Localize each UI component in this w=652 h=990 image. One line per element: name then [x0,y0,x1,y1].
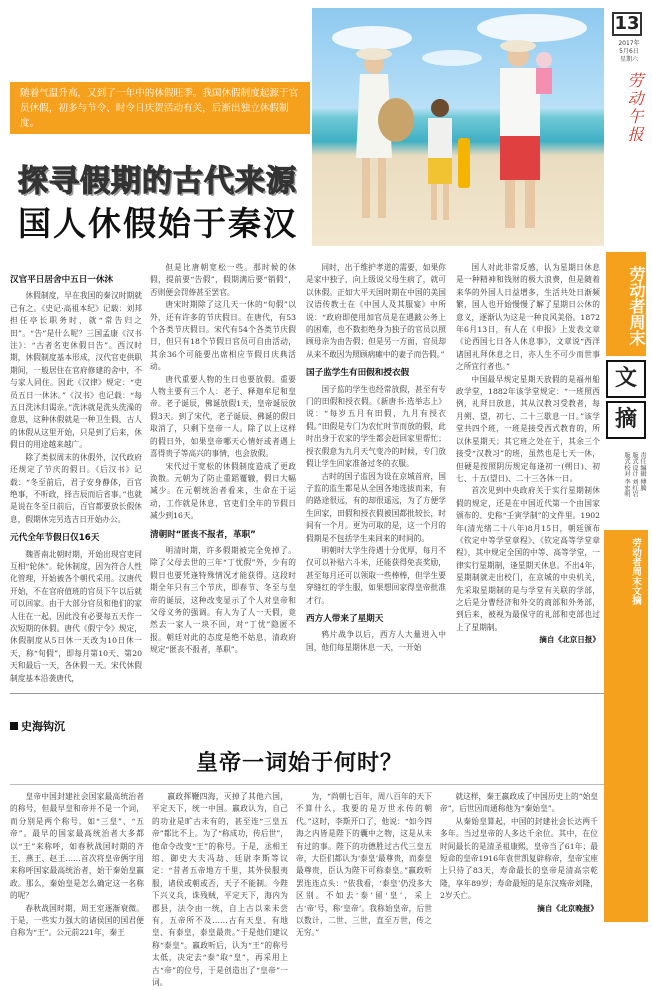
article1-column-4 [456,262,600,686]
subheading: 元代全年节假日仅16天 [10,533,100,544]
article2-column-3 [296,791,432,938]
subheading: 国子监学生有田假和授衣假 [306,368,410,379]
paragraph: 唐代重要人物的生日也要放假。重要人物主要有三个人：老子、释迦牟尼和皇帝。老子诞辰，佛诞放假1天，皇帝诞辰放假3天。到了宋代，老子诞辰、佛诞的假日取消了，只剩下皇帝一人。除了以上这样的假日外，如果皇帝哪天心情好或者遇上喜得贵子等高兴的事情，也会放假。 [150,374,296,459]
credit-proofreader: 版式校对 李宏明 [623,452,630,498]
section-name: 劳动者周末 [606,252,646,356]
issue-date [612,40,646,64]
headline-emperor: 皇帝一词始于何时？ [196,751,404,776]
editor-credits [608,452,646,516]
paragraph: 从秦始皇算起，中国的封建社会长达两千多年。当过皇帝的人多达千余位。其中，在位时间最长的是清圣祖康熙，皇帝当了61年；最短命的皇帝1916年袁世凯复辟称帝，皇帝宝座上只待了83天，寿命最长的皇帝是清高宗乾隆，享年89岁；寿命最短的是东汉殇帝刘隆，2岁夭亡。 [440,816,598,901]
paragraph: 魏晋南北朝时期，开始出现官吏同互相“轮休”。轮休制度，因为符合人性化管理，开始被各个朝代采用。汉唐代开始，不在官府值班的官员下午以后就可以回家。由于大部分官员和他们的家人住在一起，因此没有必要每五天作一次短期的休假。唐代《假宁令》规定，休假制度从5日休一天改为10日休一天，称“旬假”，即每月第10天、第20天和最后一天，各休假一天。宋代休假制度基本沿袭唐代， [10,549,142,683]
subheading: 西方人带来了星期天 [306,613,384,624]
paragraph: 唐宋时期除了这几天一休的“旬假”以外，还有许多的节庆假日。在唐代，有53个各类节庆假日。宋代有54个各类节庆假日，但只有18个节假日官员可自由活动，其余36个可能要出席相应节假日庆典活动。 [150,300,296,372]
subheading: 汉官平日居舍中五日一休沐 [10,275,114,285]
page-number: 13 [612,12,642,36]
paragraph: 皇帝中国封建社会国家最高统治者的称号，但最早皇和帝并不是一个词，而分别是两个称号，如“三皇”、“五帝”。最早的国家最高统治者大多都以“王”来称呼，如春秋战国时期的齐王、燕王、赵王……首次将皇帝俩字用来称呼国家最高统治者，始于秦始皇嬴政。那么，秦始皇是怎么确定这一名称的呢？ [10,792,144,901]
credit-editor: 责任编辑 傅腾 [639,452,646,492]
square-bullet-icon [10,722,18,730]
article2-column-4 [440,791,598,925]
headline-main: 国人休假始于秦汉 [18,204,298,243]
beach-illustration [312,8,604,246]
subheading: 清朝时“匿丧不报者，革职” [150,529,256,540]
section-side-strip: 劳动者周末文摘 [604,530,648,922]
paragraph: 首次见到中央政府关于实行星期制休假的规定，还是在中国近代第一个由国家颁布的、史称“壬寅学制”的文件里。1902年(清光绪二十八年)8月15日，朝廷颁布《钦定中等学堂章程》、《钦定高等学堂章程》，其中规定全国的中等、高等学堂，一律实行星期制，逢星期天休息。不出4年，星期制就走出校门，在京城的中央机关，先采取星期制的是与学堂有关联的学部，之后是分曹经济和外交的商部和外务部，到后来，被视为最保守的礼部和吏部也过上了星期制。 [456,486,600,632]
section-divider [10,693,604,694]
paragraph: 明清时期，许多假期被完全免掉了。除了父母去世的三年“丁忧假”外，少有的假日也要凭逢特殊情况才能获得。这段时期全年只有三个节庆，即春节、冬至与皇帝的诞辰，这种改变显示了个人对皇帝和父母义务的强调。有人为了人一天假，竟然去一家人一块不回，对“丁忧”隐匿不报。朝廷对此的态度是绝不姑息，清政府规定“匿丧不报者，革职”。 [150,545,296,655]
headline-kicker: 探寻假期的古代来源 [18,164,297,199]
paragraph: 鸦片战争以后，西方人大量进入中国，他们每星期休息一天，一开始 [306,630,446,652]
date-weekday: 星期六 [619,56,638,63]
paragraph: 明朝时大学生待遇十分优厚，每月不仅可以补贴六斗米，还能获得免丧奖励，甚至每月还可以领取一些棒棒，但学生要穿缝红的学生服，如果想回家得皇帝批准才行。 [306,545,446,605]
section-label [606,252,646,439]
family-beach-photo [312,8,604,246]
section-char-zhai: 摘 [606,401,646,439]
intro-summary: 随着气温升高，又到了一年中的休假旺季。我国休假制度起源于官员休假，初多与节令、时令日庆贺活动有关，后渐出独立休假制度。 [10,82,310,134]
paragraph: 除了类似周末的休假外，汉代政府还规定了节庆的假日。《后汉书》记载：“冬至前后，君子安身静体，百官绝事，不听政，择吉辰而后省事。”也就是说在冬至日前后，百官都要放长假休息，假期休完另选吉日开始办公。 [10,452,142,524]
paragraph: 同时，出于维护孝道的需要，如果你是家中独子，向上级说父母生病了，就可以休假。正如大平天国时期在中国的美国汉语传教士在《中国人及其服宴》中所说：“政府即使用加官员是在遇跛公务上的困难，也不数拒绝身为独子的官员以照顾母亲为由告假；但是另一方面，官员却从来不敢因为照顾病瘫中的妻子而告假。” [306,263,446,359]
paragraph: 国人对此非常反感，认为星期日休息是一种精神和钱财的极大浪费，但是随着来华的外国人日益增多，生活共处日渐频繁，国人也开始慢慢了解了星期日公休的意义，逐渐认为这是一种良风美俗。1872年6月13日，有人在《申报》上发表文章《论西国七日各人休息事》，文章说“西洋诸国礼拜休息之日，亦人生不可少而世事之所宜行者也。” [456,263,600,372]
masthead-logo [612,68,646,148]
credit-designer: 版式设计 刘红岩 [631,452,638,498]
paragraph: 嬴政挥鞭四海，灭掉了其他六国，平定天下，统一中国。嬴政认为，自己的功业是旷古未有的，甚至连“三皇五帝”都比不上。为了“称成功，传后世”，他命令改变“王”的称号。于是，丞相王绾、御史大夫冯劫、廷尉李斯等议定：“昔者五帝地方千里，其外侯服夷服，诸侯或朝或否，天子不能制。今陛下兴义兵，诛残贼，平定天下，海内为郡县，法令由一统，自上古以来未尝有，五帝所不及……古有天皇、有地皇、有泰皇，泰皇最贵。”于是他们建议称“泰皇”。嬴政听后，认为“王”的称号太低，决定去“泰”取“皇”，再采用上古“帝”的位号，于是创造出了“皇帝”一词。 [152,792,288,988]
paragraph: 休假制度，早在我国的秦汉时期就已有之。《史记·高祖本纪》记载：刘邦担任亭长职务时，就“常告归之田”。“告”是什么呢？三国孟康《汉书注》：“古者名吏休假日告”。西汉时期，休假制度基本形成，汉代官吏供职期间，一般居住在官府修建的舍中，不与家人同住。因此《汉律》规定：“吏员五日一休沐。”《汉书》也记载：“每五日洗沐归谒亲。”洗沐就是洗头洗澡的意思，这种休假就是一种卫生假，古人的休假从这里开始，只是到了后来，休假日的用途越来越广。 [10,291,142,450]
paragraph: 春秋战国时期，周王室逐渐衰微。于是，一些实力强大的诸侯国的国君便自称为“王”。公元前221年，秦王 [10,903,144,938]
source-credit: 摘自《北京日报》 [539,635,600,645]
section-char-wen: 文 [606,360,646,398]
column-title [10,718,65,734]
article2-column-1 [10,791,144,938]
column-title-text: 史海钩沉 [21,720,65,733]
article2-column-2 [152,791,288,988]
masthead-text: 劳动午报 [625,72,644,144]
paragraph: 为，“尚朝七百年，周八百年的天下不算什么，我要的是万世永传的朝代。”这时，李斯开口了，他说：“如今四海之内皆是陛下的囊中之物，这是从未有过的事。陛下的功德胜过古代三皇五帝，大臣们都认为‘泰皇’最尊贵，而泰皇最尊贵，臣认为陛下可称泰皇。”嬴政听罢连连点头：“依我看，‘泰皇’仍没多大区别。不如去‘泰’留‘皇’，采上古‘帝’号，称‘皇帝’。我称始皇帝，后世以数计，二世、三世，直至万世，传之无穷。” [296,792,432,938]
date-year: 2017年 [618,40,640,47]
paragraph: 中国最早规定星期天放假的是福州船政学堂，1882年该学堂规定：“一班照西例，礼拜日放息，其从汉教习受教者，每月朔、望，初七、二十三歇息一日。”该学堂共四个班，一班是接受西式教育的，所以休星期天；其它班之处在于，其余三个接受“汉教习”的班，虽然也是七天一休，但硬是按照阴历规定每逢初一(朔日)、初七、十五(望日)、二十三各休一日。 [456,374,600,483]
paragraph: 古时的国子监因为设在京城首府，国子监的监生都是从全国各地选拔而来，有的路途很远，有的却很遥远，为了方便学生回家，田假和授衣假被国都批较长，时间有一个月。更为可取的是，这一个月的假期是不包括学生来回来的时间的。 [306,471,446,543]
date-day: 5月6日 [619,48,639,55]
paragraph: 就这样，秦王嬴政成了中国历史上的“始皇帝”，后世因而通称他为“秦始皇”。 [440,792,598,814]
article1-column-2 [150,262,296,686]
paragraph: 但是比唐朝宽松一些。那时候的休假，提前要“告假”，假期满后要“销假”，否则便会罚俸甚至罢官。 [150,263,296,297]
paragraph: 国子监的学生也经常放假，甚至有专门的田假和授衣假。《新唐书·选举志上》说：“每岁五月有田假，九月有授衣假。”田假是专门为农忙时节而放的假，此时出身于农家的学生都会赶回家里帮忙；授衣假意为九月天气变冷的时候，专门放假让学生回家准备过冬的衣服。 [306,384,446,469]
article1-column-1 [10,268,142,686]
headline-rule [10,784,604,785]
article1-column-3 [306,262,446,686]
paragraph: 宋代过于宽松的休假制度造成了更政涣散。元朝为了防止重蹈覆辙，假日大幅减少。在元朝统治者看来，生命在于运动，工作就是休息，官吏们全年的节假日减少到16天。 [150,461,296,521]
source-credit: 摘自《北京晚报》 [537,903,598,913]
